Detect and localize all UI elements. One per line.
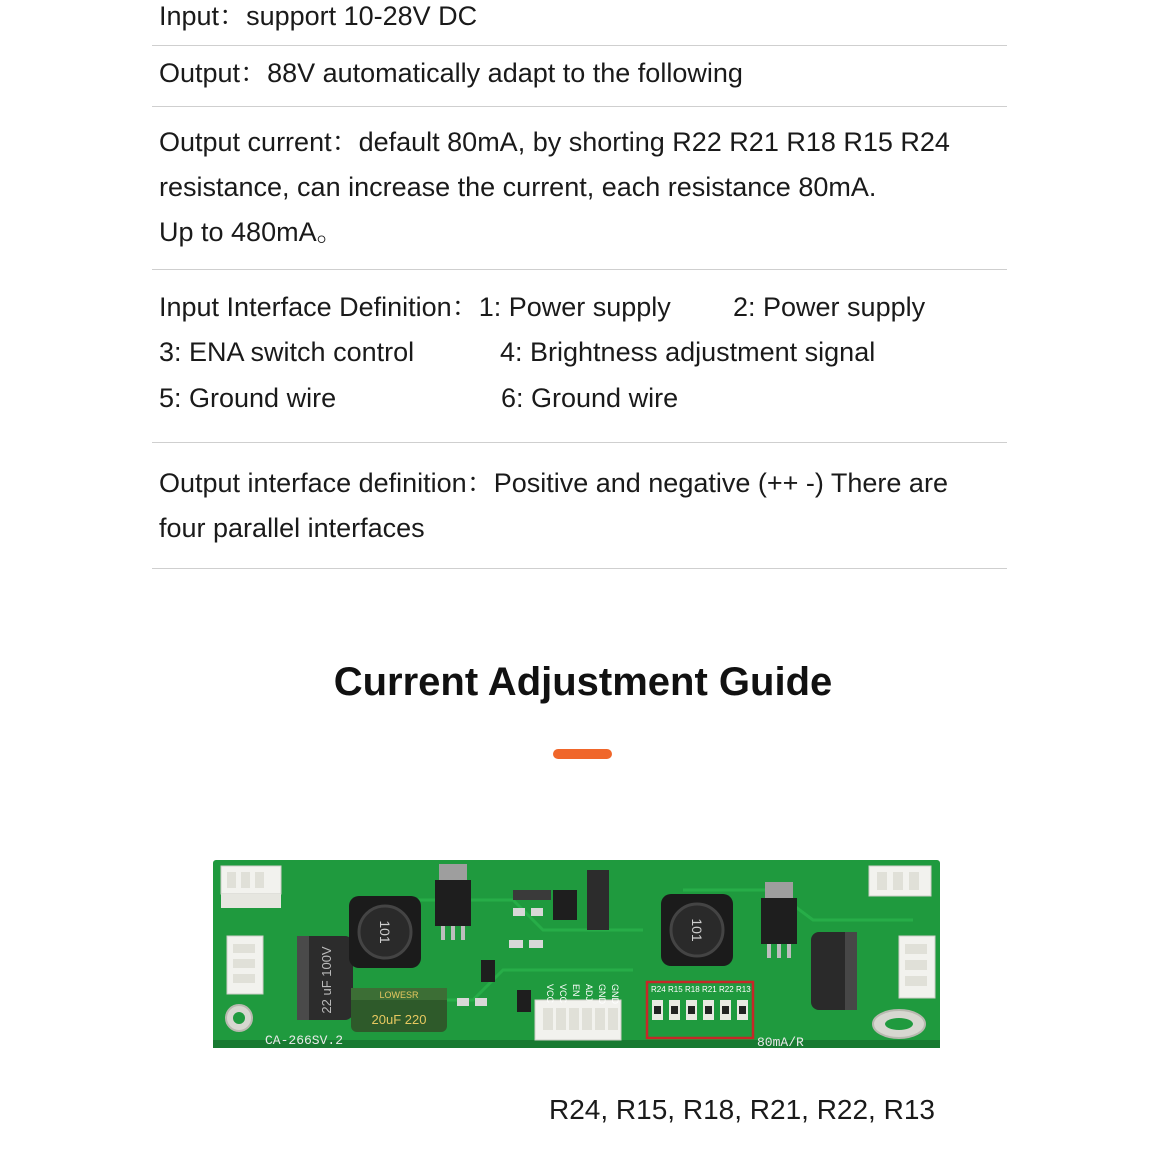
svg-text:ADJ: ADJ bbox=[584, 984, 594, 1002]
spec-output-interface bbox=[159, 468, 948, 498]
pcb-illustration bbox=[213, 860, 940, 1054]
section-title: Current Adjustment Guide bbox=[333, 660, 833, 704]
pin-3: 3: ENA switch control bbox=[159, 337, 415, 367]
svg-text:R13: R13 bbox=[736, 985, 751, 994]
ic-u5 bbox=[553, 890, 577, 920]
spec-output-label: Output： bbox=[159, 58, 268, 88]
svg-text:101: 101 bbox=[377, 920, 393, 944]
board-model-label: CA-266SV.2 bbox=[265, 1033, 344, 1048]
pin-4: 4: Brightness adjustment signal bbox=[500, 337, 876, 367]
divider bbox=[152, 568, 1007, 569]
divider bbox=[152, 442, 1007, 443]
spec-list bbox=[152, 0, 1007, 575]
spec-output-interface-line1: Positive and negative (++ -) There are bbox=[493, 468, 948, 498]
pin-6: 6: Ground wire bbox=[501, 383, 679, 413]
spec-input bbox=[159, 1, 477, 31]
pcb-photo bbox=[213, 860, 940, 1054]
pin-5: 5: Ground wire bbox=[159, 383, 337, 413]
pin-2: 2: Power supply bbox=[733, 292, 926, 322]
spec-output-current-label: Output current： bbox=[159, 127, 359, 157]
spec-input-value: support 10-28V DC bbox=[246, 1, 478, 31]
svg-text:VCC: VCC bbox=[545, 984, 555, 1004]
svg-text:101: 101 bbox=[689, 918, 705, 942]
spec-output-current-line2: resistance, can increase the current, each resistance 80mA. bbox=[159, 172, 877, 202]
resistor-caption: R24, R15, R18, R21, R22, R13 bbox=[549, 1094, 935, 1125]
svg-text:GND: GND bbox=[610, 984, 620, 1004]
pin-1: 1: Power supply bbox=[478, 292, 671, 322]
svg-text:EN: EN bbox=[571, 984, 581, 997]
svg-text:R24: R24 bbox=[651, 985, 666, 994]
divider bbox=[152, 269, 1007, 270]
title-accent-bar bbox=[553, 749, 612, 759]
mosfet-right bbox=[761, 898, 797, 944]
svg-text:R21: R21 bbox=[702, 985, 717, 994]
spec-output-interface-label: Output interface definition： bbox=[159, 468, 494, 498]
spec-output-current-line3: Up to 480mA。 bbox=[159, 217, 344, 247]
spec-output bbox=[159, 58, 743, 88]
svg-text:20uF 220: 20uF 220 bbox=[371, 1012, 427, 1027]
svg-text:R22: R22 bbox=[719, 985, 734, 994]
svg-text:GND: GND bbox=[597, 984, 607, 1004]
spec-output-interface-line2: four parallel interfaces bbox=[159, 513, 425, 543]
spec-input-interface-label: Input Interface Definition： bbox=[159, 292, 479, 322]
spec-input-interface bbox=[159, 292, 671, 322]
divider bbox=[152, 106, 1007, 107]
board-rate-label: 80mA/R bbox=[757, 1035, 804, 1050]
spec-input-label: Input： bbox=[159, 1, 247, 31]
svg-text:22 uF 100V: 22 uF 100V bbox=[319, 946, 334, 1014]
divider bbox=[152, 45, 1007, 46]
svg-text:R18: R18 bbox=[685, 985, 700, 994]
spec-output-value: 88V automatically adapt to the following bbox=[267, 58, 743, 88]
spec-output-current-line1: default 80mA, by shorting R22 R21 R18 R15 R24 bbox=[358, 127, 950, 157]
spec-output-current bbox=[159, 127, 950, 157]
svg-text:VCC: VCC bbox=[558, 984, 568, 1004]
svg-text:R15: R15 bbox=[668, 985, 683, 994]
mosfet-left bbox=[435, 880, 471, 926]
svg-text:LOWESR: LOWESR bbox=[379, 990, 419, 1000]
